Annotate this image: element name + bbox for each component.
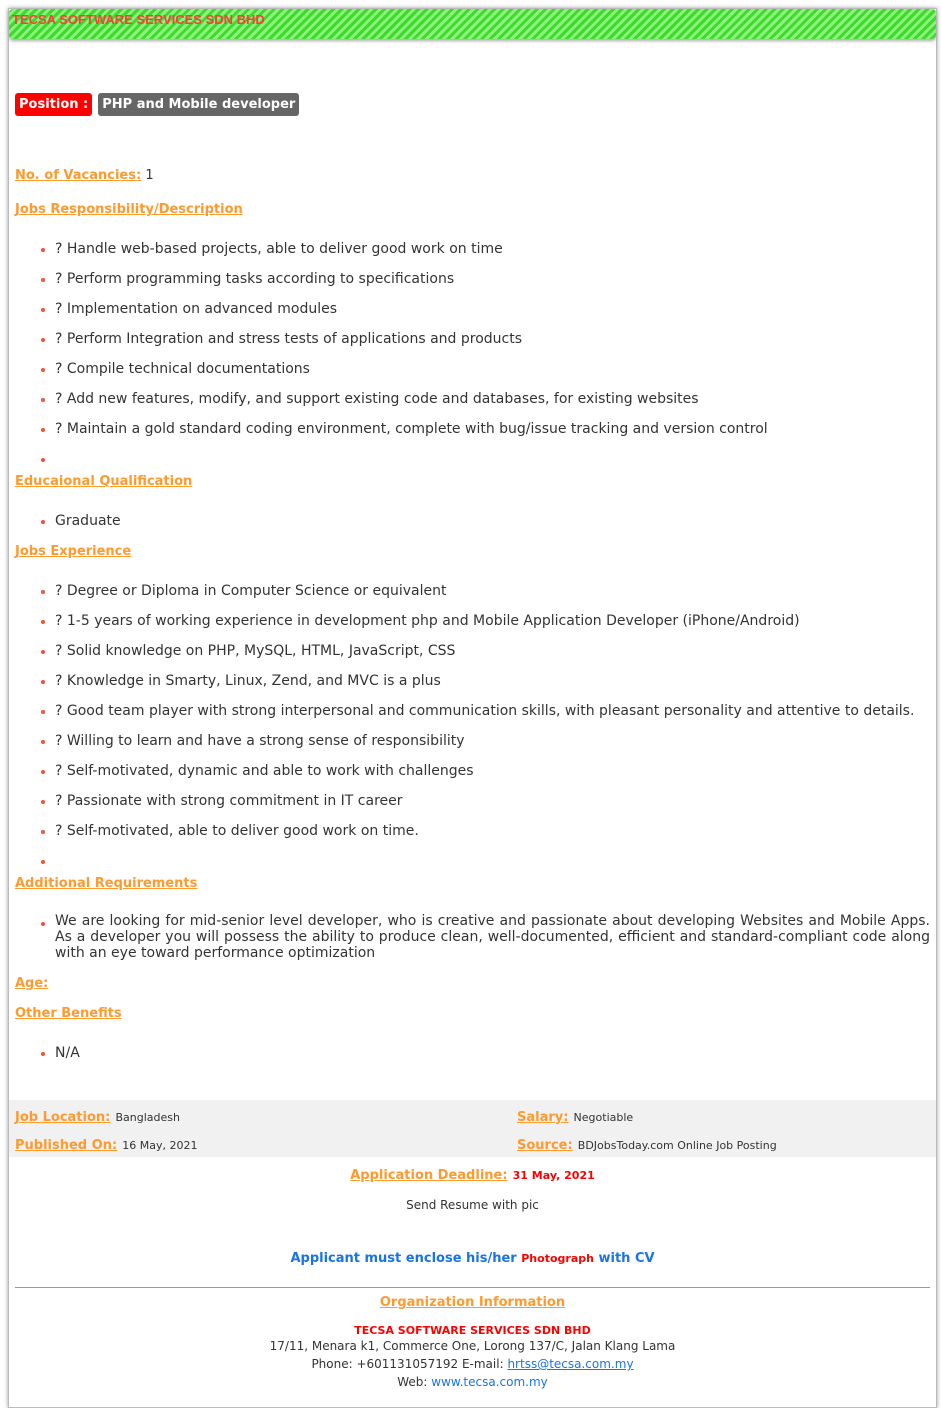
list-item: ? Maintain a gold standard coding environment, complete with bug/issue tracking and version control [55, 419, 930, 449]
summary-panel [9, 1100, 936, 1157]
list-item: ? Passionate with strong commitment in IT career [55, 791, 930, 821]
photo-note-post: with CV [598, 1251, 655, 1266]
list-item: ? Solid knowledge on PHP, MySQL, HTML, JavaScript, CSS [55, 641, 930, 671]
list-item: ? Knowledge in Smarty, Linux, Zend, and MVC is a plus [55, 671, 930, 701]
vacancies-label: No. of Vacancies: [15, 168, 142, 183]
org-web-link[interactable]: www.tecsa.com.my [431, 1375, 548, 1389]
vacancies-value: 1 [145, 168, 154, 183]
experience-heading: Jobs Experience [15, 544, 132, 559]
source-value: BDJobsToday.com Online Job Posting [577, 1139, 777, 1152]
list-item: N/A [55, 1043, 930, 1073]
age-label: Age: [15, 976, 49, 991]
list-item: ? 1-5 years of working experience in development php and Mobile Application Developer (iPhone/Android) [55, 611, 930, 641]
list-item: ? Add new features, modify, and support existing code and databases, for existing websites [55, 389, 930, 419]
education-list [15, 511, 930, 541]
vacancies [15, 168, 154, 183]
org-contact [9, 1357, 936, 1371]
education-heading: Educaional Qualification [15, 474, 193, 489]
org-web-label: Web: [397, 1375, 428, 1389]
org-heading: Organization Information [379, 1295, 566, 1310]
deadline-value: 31 May, 2021 [512, 1169, 595, 1182]
photo-note-pre: Applicant must enclose his/her [290, 1251, 517, 1266]
list-item: Graduate [55, 511, 930, 541]
location-label: Job Location: [15, 1110, 111, 1125]
position-label: Position : [15, 93, 92, 116]
additional-heading: Additional Requirements [15, 876, 198, 891]
benefits-heading: Other Benefits [15, 1006, 122, 1021]
org-phone: Phone: +601131057192 E-mail: [311, 1357, 504, 1371]
list-item: ? Handle web-based projects, able to deliver good work on time [55, 239, 930, 269]
source-label: Source: [517, 1138, 573, 1153]
org-email-link[interactable]: hrtss@tecsa.com.my [507, 1357, 634, 1371]
list-item: ? Self-motivated, able to deliver good work on time. [55, 821, 930, 851]
responsibility-heading: Jobs Responsibility/Description [15, 202, 243, 217]
salary-label: Salary: [517, 1110, 569, 1125]
position-row [15, 93, 299, 116]
list-item: ? Self-motivated, dynamic and able to work with challenges [55, 761, 930, 791]
list-item: ? Degree or Diploma in Computer Science or equivalent [55, 581, 930, 611]
published-label: Published On: [15, 1138, 118, 1153]
deadline [9, 1164, 936, 1183]
list-item: ? Perform programming tasks according to specifications [55, 269, 930, 299]
company-header [9, 9, 936, 39]
divider [15, 1287, 930, 1288]
apply-instructions: Send Resume with pic [406, 1198, 539, 1212]
responsibility-list [15, 239, 930, 479]
list-item: ? Willing to learn and have a strong sense of responsibility [55, 731, 930, 761]
photo-note [9, 1251, 936, 1266]
list-item: We are looking for mid-senior level developer, who is creative and passionate about developing Websites and Mobile Apps. As a developer you will possess the ability to produce clean, well-documented, efficient and standard-compliant code along with an eye toward performance optimization [55, 913, 930, 961]
list-item: ? Perform Integration and stress tests of applications and products [55, 329, 930, 359]
experience-list [15, 581, 930, 881]
job-post [8, 8, 937, 1408]
list-item: ? Compile technical documentations [55, 359, 930, 389]
additional-list [15, 913, 930, 961]
deadline-label: Application Deadline: [350, 1168, 508, 1183]
org-address: 17/11, Menara k1, Commerce One, Lorong 137/C, Jalan Klang Lama [269, 1339, 676, 1353]
published-value: 16 May, 2021 [122, 1139, 198, 1152]
org-web [9, 1375, 936, 1389]
position-value: PHP and Mobile developer [98, 93, 299, 116]
company-title: TECSA SOFTWARE SERVICES SDN BHD [12, 12, 265, 27]
benefits-list [15, 1043, 930, 1073]
photo-note-highlight: Photograph [521, 1252, 594, 1265]
org-name: TECSA SOFTWARE SERVICES SDN BHD [354, 1324, 591, 1337]
location-value: Bangladesh [115, 1111, 180, 1124]
list-item: ? Implementation on advanced modules [55, 299, 930, 329]
list-item: ? Good team player with strong interpersonal and communication skills, with pleasant personality and attentive to details. [55, 701, 930, 731]
salary-value: Negotiable [573, 1111, 634, 1124]
